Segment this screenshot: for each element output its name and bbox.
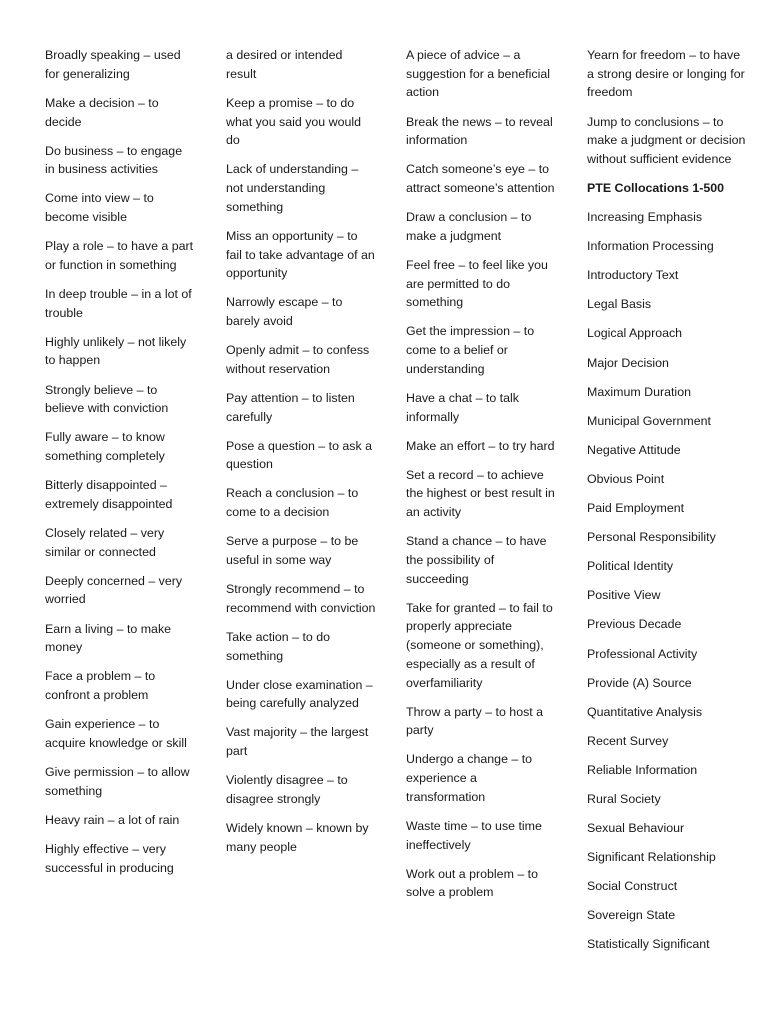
collocation-entry: Strongly recommend – to recommend with conviction	[226, 582, 376, 615]
collocation-entry: Feel free – to feel like you are permitted to do something	[406, 257, 548, 310]
collocation-entry: Gain experience – to acquire knowledge or skill	[45, 717, 187, 750]
collocation-entry-continued: a desired or intended result	[226, 48, 343, 81]
collocation-entry: Do business – to engage in business activities	[45, 143, 183, 177]
collocation-entry: Under close examination – being carefully analyzed	[226, 677, 373, 711]
column-2	[226, 46, 376, 867]
collocation-term: Negative Attitude	[587, 442, 681, 457]
collocation-term: Recent Survey	[587, 733, 669, 748]
collocation-entry: Work out a problem – to solve a problem	[406, 866, 539, 900]
collocation-entry: Set a record – to achieve the highest or best result in an activity	[406, 467, 555, 520]
collocation-entry: Highly unlikely – not likely to happen	[45, 334, 187, 368]
collocation-term: Quantitative Analysis	[587, 704, 703, 719]
collocation-entry: Waste time – to use time ineffectively	[406, 818, 542, 852]
collocation-entry: Catch someone’s eye – to attract someone’s attention	[406, 162, 555, 195]
collocation-entry: Lack of understanding – not understanding something	[226, 162, 359, 214]
collocation-term: Sexual Behaviour	[587, 821, 685, 836]
collocation-entry: Pose a question – to ask a question	[226, 438, 373, 472]
collocation-entry: Draw a conclusion – to make a judgment	[406, 210, 532, 243]
collocation-entry: Bitterly disappointed – extremely disappointed	[45, 478, 173, 511]
collocation-term: Paid Employment	[587, 501, 685, 516]
collocation-entry: Violently disagree – to disagree strongly	[226, 773, 348, 806]
column-4	[587, 46, 747, 965]
collocation-term: Social Construct	[587, 879, 678, 894]
collocation-term: Reliable Information	[587, 762, 698, 777]
collocation-term: Significant Relationship	[587, 850, 716, 865]
collocation-term: Municipal Government	[587, 413, 711, 428]
collocation-term: Professional Activity	[587, 646, 698, 661]
collocation-entry: Throw a party – to host a party	[406, 704, 544, 738]
collocation-entry: Openly admit – to confess without reservation	[226, 343, 370, 376]
collocation-term: Political Identity	[587, 559, 674, 574]
column-3	[406, 46, 556, 913]
collocation-entry: Make a decision – to decide	[45, 95, 159, 129]
collocation-term: Logical Approach	[587, 326, 683, 341]
collocation-entry: Vast majority – the largest part	[226, 725, 369, 759]
collocation-entry: Undergo a change – to experience a transformation	[406, 752, 533, 804]
collocation-entry: Broadly speaking – used for generalizing	[45, 48, 181, 81]
collocation-entry: Deeply concerned – very worried	[45, 573, 183, 607]
collocation-entry: Jump to conclusions – to make a judgment or decision without sufficient evidence	[587, 114, 746, 166]
collocation-entry: Highly effective – very successful in producing	[45, 841, 174, 875]
column-1	[45, 46, 195, 888]
collocation-entry: Take action – to do something	[226, 629, 331, 663]
collocation-term: Introductory Text	[587, 268, 679, 283]
collocation-term: Legal Basis	[587, 297, 652, 312]
collocation-entry: Break the news – to reveal information	[406, 114, 553, 148]
collocation-term: Personal Responsibility	[587, 530, 716, 545]
collocation-entry: Stand a chance – to have the possibility of succeeding	[406, 534, 547, 586]
section-heading: PTE Collocations 1-500	[587, 181, 725, 195]
collocation-entry: Give permission – to allow something	[45, 764, 190, 798]
collocation-entry: Have a chat – to talk informally	[406, 390, 519, 424]
collocation-term: Positive View	[587, 588, 661, 603]
collocation-entry: Make an effort – to try hard	[406, 438, 555, 453]
collocation-entry: Reach a conclusion – to come to a decision	[226, 486, 359, 520]
collocation-term: Rural Society	[587, 791, 661, 806]
collocation-entry: Heavy rain – a lot of rain	[45, 812, 180, 827]
collocation-term: Maximum Duration	[587, 384, 691, 399]
collocation-entry: Narrowly escape – to barely avoid	[226, 295, 343, 328]
collocation-term: Previous Decade	[587, 617, 682, 632]
collocation-entry: Widely known – known by many people	[226, 821, 369, 854]
collocation-term: Information Processing	[587, 239, 714, 254]
collocation-entry: Keep a promise – to do what you said you would do	[226, 95, 362, 148]
collocation-entry: Closely related – very similar or connected	[45, 525, 165, 559]
collocation-term: Major Decision	[587, 355, 669, 370]
collocation-entry: Miss an opportunity – to fail to take advantage of an opportunity	[226, 228, 375, 281]
collocation-entry: Play a role – to have a part or function in something	[45, 239, 194, 272]
collocation-entry: Pay attention – to listen carefully	[226, 390, 355, 424]
collocation-entry: Face a problem – to confront a problem	[45, 669, 156, 703]
collocation-entry: A piece of advice – a suggestion for a beneficial action	[406, 48, 550, 100]
collocation-entry: Yearn for freedom – to have a strong desire or longing for freedom	[587, 48, 745, 100]
collocation-entry: Earn a living – to make money	[45, 621, 172, 655]
collocation-entry: Come into view – to become visible	[45, 191, 154, 225]
collocation-entry: Serve a purpose – to be useful in some way	[226, 534, 359, 567]
collocation-term: Provide (A) Source	[587, 675, 692, 690]
collocation-term: Obvious Point	[587, 471, 665, 486]
collocation-entry: Fully aware – to know something completely	[45, 430, 165, 464]
collocation-term: Sovereign State	[587, 908, 676, 923]
collocation-term: Increasing Emphasis	[587, 210, 703, 225]
collocation-entry: Take for granted – to fail to properly appreciate (someone or something), especially as a result of overfamiliarity	[406, 600, 553, 690]
collocation-entry: Strongly believe – to believe with conviction	[45, 382, 169, 416]
collocation-term: Statistically Significant	[587, 937, 710, 952]
collocation-entry: Get the impression – to come to a belief or understanding	[406, 324, 535, 376]
collocation-entry: In deep trouble – in a lot of trouble	[45, 286, 192, 320]
